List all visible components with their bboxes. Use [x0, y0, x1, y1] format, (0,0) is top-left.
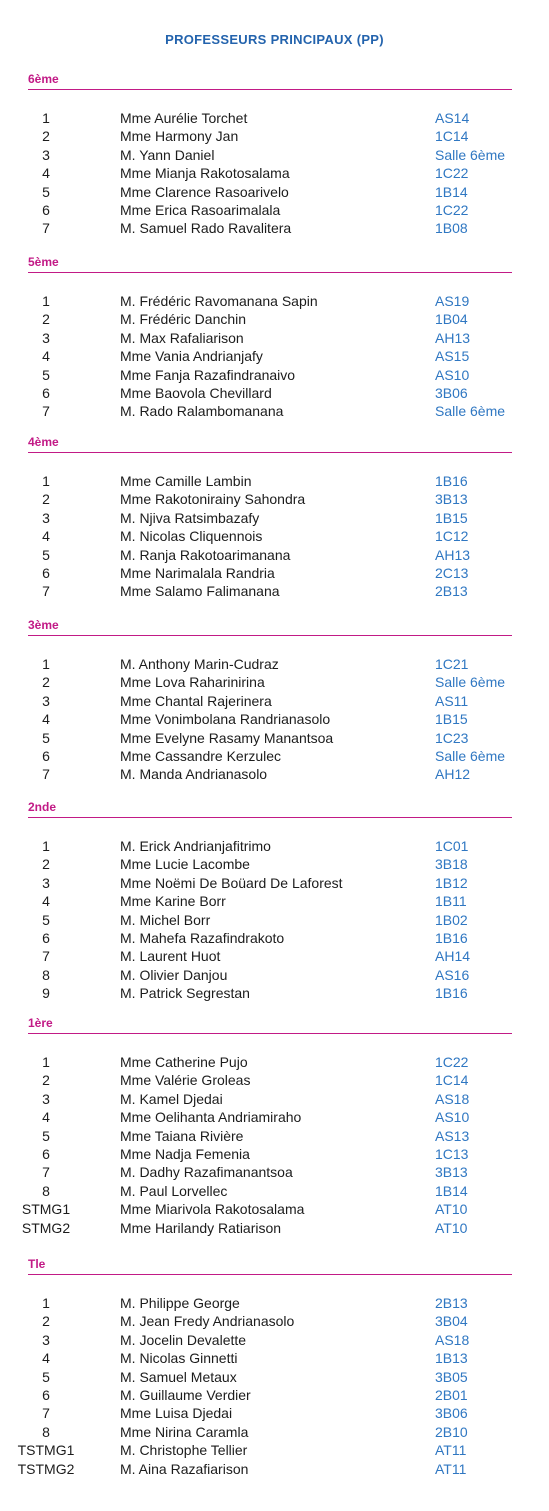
teacher-name: M. Nicolas Ginnetti: [120, 1350, 238, 1367]
room-code: AS15: [435, 348, 470, 365]
section-heading: 5ème: [28, 255, 59, 269]
class-number: 5: [42, 1127, 50, 1144]
teacher-name: Mme Camille Lambin: [120, 473, 252, 489]
teacher-name: Mme Catherine Pujo: [120, 1054, 248, 1070]
class-number: 4: [42, 893, 50, 910]
room-code: 3B06: [435, 1405, 468, 1422]
room-code: 1C14: [435, 128, 469, 145]
teacher-name: M. Kamel Djedai: [120, 1090, 223, 1107]
class-number: 2: [42, 674, 50, 691]
class-number: 8: [42, 966, 50, 983]
room-code: AH12: [435, 766, 471, 783]
class-number: 2: [42, 491, 50, 508]
teacher-name: M. Philippe George: [120, 1295, 240, 1311]
table-row: [0, 1163, 549, 1181]
table-row: [0, 1071, 549, 1089]
room-code: 1C22: [435, 165, 469, 182]
room-code: 3B13: [435, 1164, 468, 1181]
teacher-name: Mme Clarence Rasoarivelo: [120, 183, 289, 200]
class-number: 1: [42, 473, 50, 489]
room-code: AT10: [435, 1219, 468, 1236]
room-code: 3B04: [435, 1313, 468, 1330]
section-divider: [28, 1033, 512, 1034]
room-code: 1B15: [435, 711, 468, 728]
class-number: 6: [42, 930, 50, 946]
teacher-name: Mme Miarivola Rakotosalama: [120, 1201, 305, 1218]
table-row: [0, 582, 549, 600]
room-code: 3B18: [435, 856, 468, 873]
class-number: 1: [42, 1054, 50, 1070]
class-number: 5: [42, 729, 50, 746]
section-heading: 3ème: [28, 618, 59, 632]
table-row: [0, 984, 549, 1002]
teacher-name: M. Yann Daniel: [120, 146, 215, 163]
table-row: [0, 1441, 549, 1459]
class-number: 4: [42, 528, 50, 545]
room-code: 1C22: [435, 202, 469, 218]
table-row: [0, 1312, 549, 1330]
class-number: 4: [42, 165, 50, 182]
table-row: [0, 1349, 549, 1367]
class-number: 4: [42, 348, 50, 365]
room-code: 1C23: [435, 729, 469, 746]
class-number: 5: [42, 1368, 50, 1385]
room-code: Salle 6ème: [435, 146, 506, 163]
table-row: [0, 527, 549, 545]
room-code: 1B15: [435, 509, 468, 526]
class-number: 5: [42, 546, 50, 563]
table-row: [0, 490, 549, 508]
room-code: Salle 6ème: [435, 748, 506, 764]
room-code: AT11: [435, 1442, 467, 1459]
table-row: [0, 219, 549, 237]
table-row: [0, 1368, 549, 1386]
table-row: [0, 1219, 549, 1237]
section-heading: 6ème: [28, 72, 59, 86]
table-row: [0, 292, 549, 310]
teacher-name: M. Ranja Rakotoarimanana: [120, 546, 291, 563]
class-number: TSTMG2: [17, 1460, 75, 1477]
teacher-name: Mme Chantal Rajerinera: [120, 692, 272, 709]
teacher-name: M. Paul Lorvellec: [120, 1182, 228, 1199]
teacher-name: M. Aina Razafiarison: [120, 1460, 249, 1477]
table-row: [0, 1145, 549, 1163]
class-number: 7: [42, 403, 50, 420]
class-number: 6: [42, 385, 50, 401]
teacher-name: M. Samuel Rado Ravalitera: [120, 220, 292, 237]
class-number: 3: [42, 1090, 50, 1107]
teacher-name: Mme Valérie Groleas: [120, 1072, 251, 1089]
teacher-name: Mme Noëmi De Boüard De Laforest: [120, 874, 343, 891]
teacher-name: Mme Harmony Jan: [120, 128, 239, 145]
table-row: [0, 874, 549, 892]
class-number: 6: [42, 748, 50, 764]
teacher-name: Mme Lucie Lacombe: [120, 856, 250, 873]
teacher-name: Mme Harilandy Ratiarison: [120, 1219, 282, 1236]
room-code: AT10: [435, 1201, 468, 1218]
room-code: 3B06: [435, 385, 468, 401]
table-row: [0, 509, 549, 527]
class-number: 3: [42, 874, 50, 891]
table-row: [0, 366, 549, 384]
teacher-name: Mme Salamo Falimanana: [120, 583, 280, 600]
room-code: 2B13: [435, 1295, 468, 1311]
room-code: AH13: [435, 329, 471, 346]
teacher-name: M. Frédéric Danchin: [120, 311, 247, 328]
table-row: [0, 1386, 549, 1404]
class-number: 7: [42, 948, 50, 965]
table-row: [0, 384, 549, 402]
table-row: [0, 347, 549, 365]
table-row: [0, 472, 549, 490]
room-code: AH14: [435, 948, 471, 965]
teacher-name: M. Olivier Danjou: [120, 966, 228, 983]
room-code: 3B05: [435, 1368, 468, 1385]
class-number: 6: [42, 1146, 50, 1162]
table-row: [0, 765, 549, 783]
section-heading: Tle: [28, 1257, 46, 1271]
class-number: 3: [42, 1331, 50, 1348]
room-code: 1B14: [435, 1182, 468, 1199]
teacher-name: M. Michel Borr: [120, 911, 211, 928]
class-number: 8: [42, 1423, 50, 1440]
class-number: STMG2: [21, 1219, 71, 1236]
section-divider: [28, 89, 512, 90]
table-row: [0, 329, 549, 347]
class-number: 1: [42, 110, 50, 126]
teacher-name: M. Njiva Ratsimbazafy: [120, 509, 260, 526]
teacher-name: Mme Vania Andrianjafy: [120, 348, 263, 365]
table-row: [0, 655, 549, 673]
teacher-name: Mme Karine Borr: [120, 893, 226, 910]
teacher-name: M. Anthony Marin-Cudraz: [120, 656, 279, 672]
class-number: 2: [42, 856, 50, 873]
teacher-name: Mme Fanja Razafindranaivo: [120, 366, 296, 383]
class-number: 3: [42, 509, 50, 526]
room-code: AS19: [435, 293, 470, 309]
class-number: 3: [42, 692, 50, 709]
class-number: 1: [42, 293, 50, 309]
table-row: [0, 692, 549, 710]
teacher-name: Mme Aurélie Torchet: [120, 110, 248, 126]
room-code: AS18: [435, 1090, 470, 1107]
table-row: [0, 1404, 549, 1422]
room-code: 3B13: [435, 491, 468, 508]
teacher-name: M. Nicolas Cliquennois: [120, 528, 263, 545]
room-code: 1B16: [435, 473, 468, 489]
class-number: 7: [42, 583, 50, 600]
teacher-name: M. Rado Ralambomanana: [120, 403, 284, 420]
class-number: 9: [42, 985, 50, 1002]
class-number: 7: [42, 220, 50, 237]
teacher-name: Mme Narimalala Randria: [120, 565, 275, 581]
room-code: 1B14: [435, 183, 468, 200]
table-row: [0, 402, 549, 420]
table-row: [0, 1053, 549, 1071]
class-number: 7: [42, 766, 50, 783]
teacher-name: Mme Mianja Rakotosalama: [120, 165, 290, 182]
table-row: [0, 164, 549, 182]
teacher-name: M. Frédéric Ravomanana Sapin: [120, 293, 318, 309]
room-code: 2C13: [435, 565, 469, 581]
teacher-name: Mme Lova Raharinirina: [120, 674, 265, 691]
teacher-name: M. Guillaume Verdier: [120, 1387, 251, 1403]
table-row: [0, 929, 549, 947]
teacher-name: Mme Rakotonirainy Sahondra: [120, 491, 306, 508]
section-divider: [28, 635, 512, 636]
table-row: [0, 947, 549, 965]
teacher-name: M. Samuel Metaux: [120, 1368, 237, 1385]
class-number: 3: [42, 146, 50, 163]
table-row: [0, 183, 549, 201]
teacher-name: Mme Oelihanta Andriamiraho: [120, 1109, 302, 1126]
teacher-name: Mme Erica Rasoarimalala: [120, 202, 281, 218]
room-code: 2B01: [435, 1387, 468, 1403]
class-number: 1: [42, 1295, 50, 1311]
class-number: 4: [42, 711, 50, 728]
teacher-name: M. Max Rafaliarison: [120, 329, 244, 346]
room-code: 1C12: [435, 528, 469, 545]
room-code: Salle 6ème: [435, 403, 506, 420]
table-row: [0, 747, 549, 765]
room-code: AS11: [435, 692, 469, 709]
teacher-name: M. Patrick Segrestan: [120, 985, 250, 1002]
section-heading: 2nde: [28, 800, 57, 814]
room-code: 1B11: [435, 893, 467, 910]
room-code: 2B10: [435, 1423, 468, 1440]
table-row: [0, 546, 549, 564]
table-row: [0, 1331, 549, 1349]
room-code: 1B12: [435, 874, 468, 891]
room-code: 1B13: [435, 1350, 468, 1367]
class-number: 6: [42, 1387, 50, 1403]
section-divider: [28, 272, 512, 273]
class-number: 2: [42, 128, 50, 145]
class-number: 4: [42, 1350, 50, 1367]
room-code: 1B16: [435, 930, 468, 946]
table-row: [0, 911, 549, 929]
table-row: [0, 201, 549, 219]
room-code: AT11: [435, 1460, 467, 1477]
teacher-name: M. Dadhy Razafimanantsoa: [120, 1164, 293, 1181]
teacher-name: Mme Baovola Chevillard: [120, 385, 272, 401]
teacher-name: M. Laurent Huot: [120, 948, 221, 965]
teacher-name: M. Christophe Tellier: [120, 1442, 248, 1459]
class-number: 5: [42, 183, 50, 200]
room-code: 1B02: [435, 911, 468, 928]
room-code: AS13: [435, 1127, 470, 1144]
table-row: [0, 837, 549, 855]
page-title: PROFESSEURS PRINCIPAUX (PP): [165, 32, 384, 47]
class-number: 2: [42, 1072, 50, 1089]
table-row: [0, 1294, 549, 1312]
section-divider: [28, 1274, 512, 1275]
table-row: [0, 729, 549, 747]
table-row: [0, 1182, 549, 1200]
table-row: [0, 892, 549, 910]
section-heading: 4ème: [28, 435, 59, 449]
room-code: 1C22: [435, 1054, 469, 1070]
class-number: 7: [42, 1164, 50, 1181]
teacher-name: Mme Cassandre Kerzulec: [120, 748, 282, 764]
section-divider: [28, 817, 512, 818]
room-code: 1B08: [435, 220, 468, 237]
room-code: 1C13: [435, 1146, 469, 1162]
class-number: STMG1: [21, 1201, 71, 1218]
class-number: 1: [42, 838, 50, 854]
room-code: 1B04: [435, 311, 468, 328]
class-number: 2: [42, 1313, 50, 1330]
class-number: 7: [42, 1405, 50, 1422]
table-row: [0, 966, 549, 984]
teacher-name: M. Erick Andrianjafitrimo: [120, 838, 271, 854]
room-code: 1C14: [435, 1072, 469, 1089]
class-number: 6: [42, 202, 50, 218]
class-number: 5: [42, 911, 50, 928]
room-code: 1B16: [435, 985, 468, 1002]
class-number: 2: [42, 311, 50, 328]
teacher-name: M. Jocelin Devalette: [120, 1331, 247, 1348]
room-code: 1C21: [435, 656, 469, 672]
table-row: [0, 1108, 549, 1126]
teacher-name: M. Mahefa Razafindrakoto: [120, 930, 285, 946]
room-code: AH13: [435, 546, 471, 563]
class-number: 3: [42, 329, 50, 346]
section-divider: [28, 452, 512, 453]
table-row: [0, 127, 549, 145]
room-code: AS10: [435, 366, 470, 383]
section-heading: 1ère: [28, 1016, 53, 1030]
room-code: AS18: [435, 1331, 470, 1348]
teacher-name: M. Manda Andrianasolo: [120, 766, 268, 783]
table-row: [0, 109, 549, 127]
table-row: [0, 1423, 549, 1441]
room-code: AS14: [435, 110, 470, 126]
class-number: TSTMG1: [17, 1442, 75, 1459]
class-number: 4: [42, 1109, 50, 1126]
table-row: [0, 710, 549, 728]
table-row: [0, 1200, 549, 1218]
table-row: [0, 564, 549, 582]
table-row: [0, 855, 549, 873]
room-code: 2B13: [435, 583, 468, 600]
room-code: 1C01: [435, 838, 469, 854]
teacher-name: Mme Evelyne Rasamy Manantsoa: [120, 729, 334, 746]
class-number: 6: [42, 565, 50, 581]
teacher-name: Mme Nirina Caramla: [120, 1423, 249, 1440]
table-row: [0, 1127, 549, 1145]
teacher-name: Mme Taiana Rivière: [120, 1127, 244, 1144]
table-row: [0, 1090, 549, 1108]
table-row: [0, 146, 549, 164]
class-number: 8: [42, 1182, 50, 1199]
table-row: [0, 673, 549, 691]
table-row: [0, 1460, 549, 1478]
class-number: 1: [42, 656, 50, 672]
teacher-name: M. Jean Fredy Andrianasolo: [120, 1313, 295, 1330]
table-row: [0, 310, 549, 328]
class-number: 5: [42, 366, 50, 383]
teacher-name: Mme Nadja Femenia: [120, 1146, 250, 1162]
room-code: AS10: [435, 1109, 470, 1126]
room-code: AS16: [435, 966, 470, 983]
teacher-name: Mme Luisa Djedai: [120, 1405, 233, 1422]
room-code: Salle 6ème: [435, 674, 506, 691]
teacher-name: Mme Vonimbolana Randrianasolo: [120, 711, 331, 728]
